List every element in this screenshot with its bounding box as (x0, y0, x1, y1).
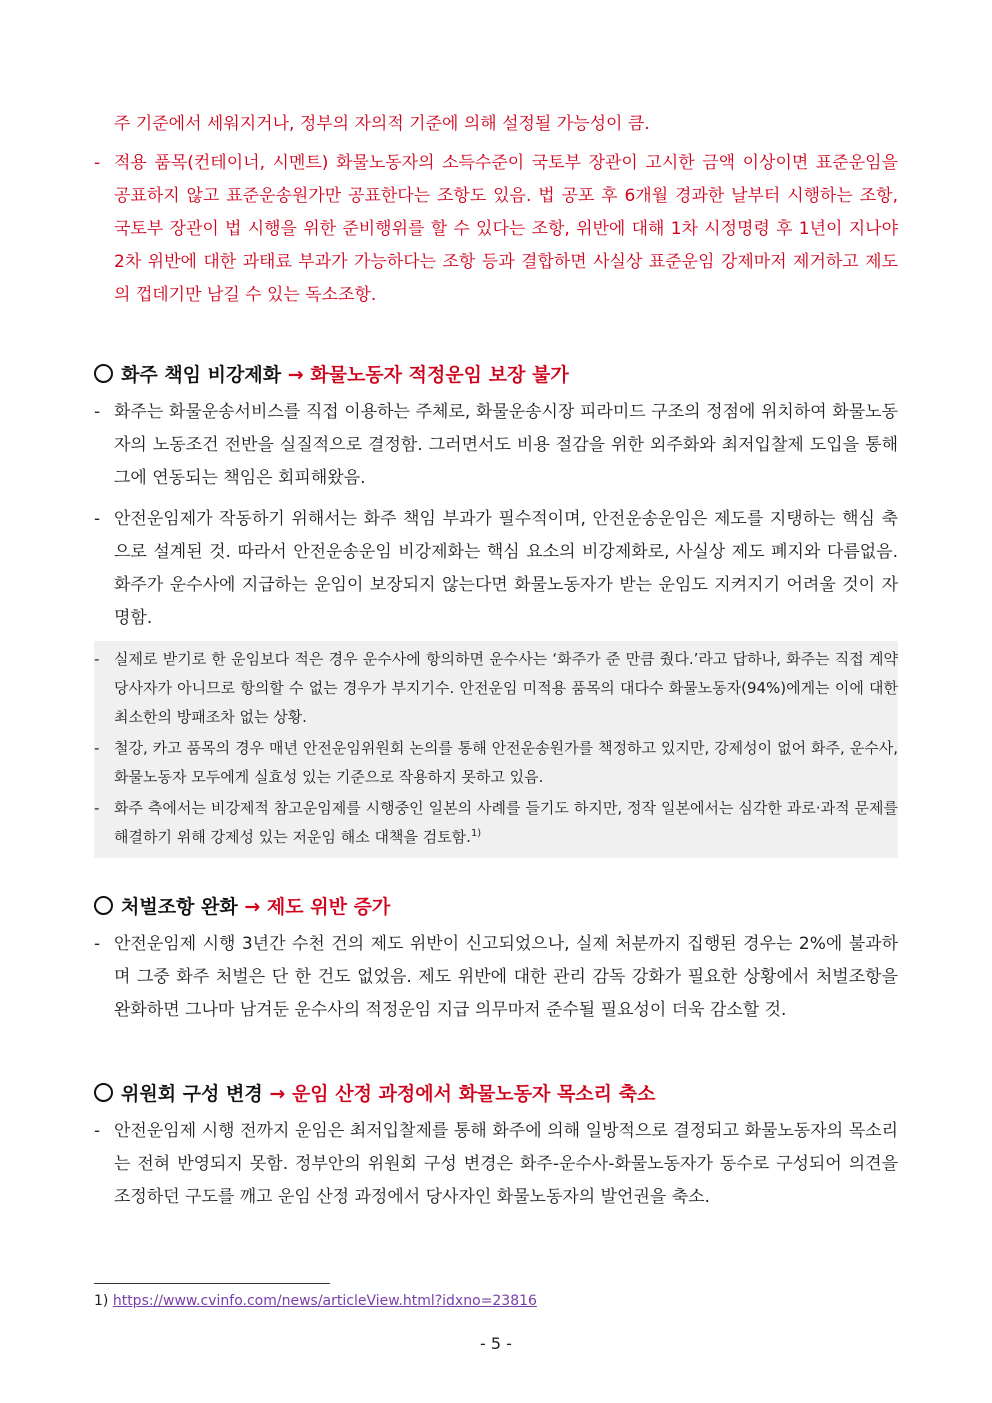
highlight-box (94, 641, 898, 858)
section3-bullet-1-text: 안전운임제 시행 전까지 운임은 최저입찰제를 통해 화주에 의해 일방적으로 결정되고 화물노동자의 목소리는 전혀 반영되지 못함. 정부안의 위원회 구성 변경은 화주-운수사-화물노동자가 동수로 구성되어 의견을 조정하던 구도를 깨고 운임 산정 과정에서 당사자인 화물노동자의 발언권을 축소. (114, 1121, 898, 1207)
highlight-item-2 (94, 734, 898, 792)
dash-marker: - (94, 799, 100, 817)
arrow-icon: → (269, 1083, 286, 1105)
section3-heading (94, 1079, 898, 1109)
highlight-item-1 (94, 645, 898, 732)
section1-bullet-2-text: 안전운임제가 작동하기 위해서는 화주 책임 부과가 필수적이며, 안전운송운임은 제도를 지탱하는 핵심 축으로 설계된 것. 따라서 안전운송운임 비강제화는 핵심 요소의 비강제화로, 사실상 제도 폐지와 다름없음. 화주가 운수사에 지급하는 운임이 보장되지 않는다면 화물노동자가 받는 운임도 지켜지기 어려울 것이 자명함. (114, 509, 898, 628)
section3-subtitle: 운임 산정 과정에서 화물노동자 목소리 축소 (291, 1083, 656, 1105)
footnote-number: 1) (94, 1293, 109, 1309)
section1-heading (94, 360, 898, 390)
section2-subtitle: 제도 위반 증가 (266, 896, 391, 918)
arrow-icon: → (244, 896, 261, 918)
page-number: - 5 - (480, 1334, 512, 1353)
section2-heading (94, 892, 898, 922)
dash-marker: - (94, 934, 101, 954)
footnote-link[interactable]: https://www.cvinfo.com/news/articleView.html?idxno=23816 (112, 1293, 537, 1309)
dash-marker: - (94, 509, 101, 529)
intro-continuation: 주 기준에서 세워지거나, 정부의 자의적 기준에 의해 설정될 가능성이 큼. (114, 114, 650, 134)
section2-bullet-1 (94, 928, 898, 1027)
circle-bullet-icon (94, 1083, 113, 1102)
highlight-item-3-text: 화주 측에서는 비강제적 참고운임제를 시행중인 일본의 사례를 들기도 하지만, 정작 일본에서는 심각한 과로·과적 문제를 해결하기 위해 강제성 있는 저운임 해소 대책을 검토함. (114, 799, 898, 846)
section2-title: 처벌조항 완화 (121, 896, 238, 918)
footnote-reference: 1) (470, 828, 482, 839)
arrow-icon: → (287, 364, 304, 386)
section1-bullet-1-text: 화주는 화물운송서비스를 직접 이용하는 주체로, 화물운송시장 피라미드 구조의 정점에 위치하여 화물노동자의 노동조건 전반을 실질적으로 결정함. 그러면서도 비용 절감을 위한 외주화와 최저입찰제 도입을 통해 그에 연동되는 책임은 회피해왔음. (114, 402, 898, 488)
section1-title: 화주 책임 비강제화 (121, 364, 282, 386)
footnote (94, 1291, 537, 1311)
section3-title: 위원회 구성 변경 (121, 1083, 263, 1105)
section1-bullet-2 (94, 503, 898, 635)
dash-marker: - (94, 650, 100, 668)
section3-bullet-1 (94, 1115, 898, 1214)
intro-bullet-text: 적용 품목(컨테이너, 시멘트) 화물노동자의 소득수준이 국토부 장관이 고시한 금액 이상이면 표준운임을 공표하지 않고 표준운송원가만 공표한다는 조항도 있음. 법 공포 후 6개월 경과한 날부터 시행하는 조항, 국토부 장관이 법 시행을 위한 준비행위를 할 수 있다는 조항, 위반에 대해 1차 시정명령 후 1년이 지나야 2차 위반에 대한 과태료 부과가 가능하다는 조항 등과 결합하면 사실상 표준운임 강제마저 제거하고 제도의 껍데기만 남길 수 있는 독소조항. (114, 153, 898, 305)
section1-subtitle: 화물노동자 적정운임 보장 불가 (310, 364, 569, 386)
intro-bullet (94, 147, 898, 312)
section2-bullet-1-text: 안전운임제 시행 3년간 수천 건의 제도 위반이 신고되었으나, 실제 처분까지 집행된 경우는 2%에 불과하며 그중 화주 처벌은 단 한 건도 없었음. 제도 위반에 대한 관리 감독 강화가 필요한 상황에서 처벌조항을 완화하면 그나마 남겨둔 운수사의 적정운임 지급 의무마저 준수될 필요성이 더욱 감소할 것. (114, 934, 898, 1020)
highlight-item-3 (94, 794, 898, 852)
highlight-item-1-text: 실제로 받기로 한 운임보다 적은 경우 운수사에 항의하면 운수사는 ‘화주가 준 만큼 줬다.’라고 답하나, 화주는 직접 계약 당사자가 아니므로 항의할 수 없는 경우가 부지기수. 안전운임 미적용 품목의 대다수 화물노동자(94%)에게는 이에 대한 최소한의 방패조차 없는 상황. (114, 650, 898, 726)
circle-bullet-icon (94, 896, 113, 915)
dash-marker: - (94, 1121, 101, 1141)
footnote-divider (94, 1283, 330, 1284)
dash-marker: - (94, 402, 101, 422)
circle-bullet-icon (94, 364, 113, 383)
section1-bullet-1 (94, 396, 898, 495)
dash-marker: - (94, 739, 100, 757)
highlight-item-2-text: 철강, 카고 품목의 경우 매년 안전운임위원회 논의를 통해 안전운송원가를 책정하고 있지만, 강제성이 없어 화주, 운수사, 화물노동자 모두에게 실효성 있는 기준으로 작용하지 못하고 있음. (114, 739, 898, 786)
dash-marker: - (94, 153, 101, 173)
document-body (94, 108, 898, 1218)
